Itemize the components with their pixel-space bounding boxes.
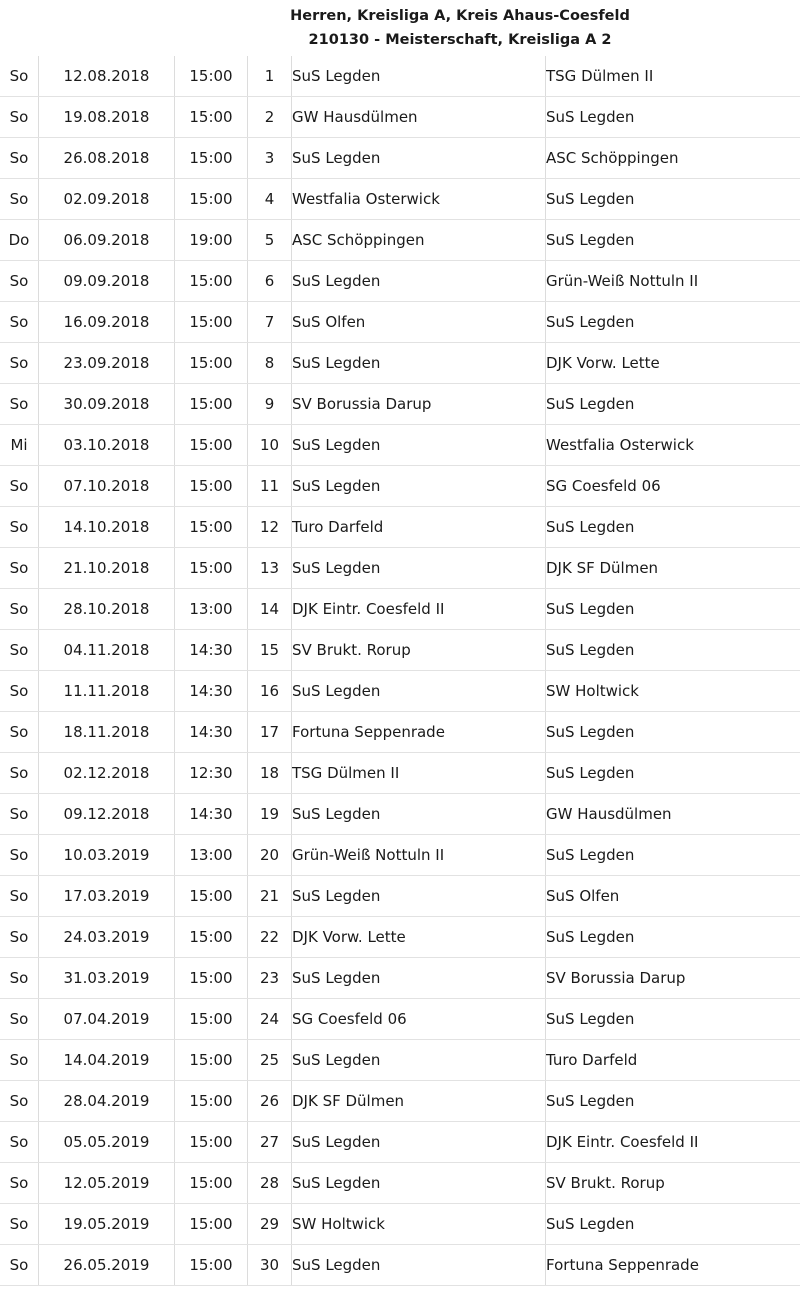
match-row	[0, 1040, 800, 1081]
away-team: Turo Darfeld	[546, 1040, 800, 1081]
away-team: SuS Legden	[546, 630, 800, 671]
home-team: SuS Legden	[292, 548, 546, 589]
home-team: SuS Legden	[292, 958, 546, 999]
away-team: SuS Legden	[546, 589, 800, 630]
home-team: SuS Legden	[292, 794, 546, 835]
home-team: SW Holtwick	[292, 1204, 546, 1245]
match-row	[0, 589, 800, 630]
match-date: 31.03.2019	[39, 958, 175, 999]
match-date: 07.04.2019	[39, 999, 175, 1040]
match-row	[0, 261, 800, 302]
match-time: 15:00	[175, 1122, 248, 1163]
away-team: GW Hausdülmen	[546, 794, 800, 835]
match-weekday: So	[0, 1245, 39, 1286]
away-team: SuS Legden	[546, 97, 800, 138]
match-weekday: So	[0, 1040, 39, 1081]
match-number: 17	[248, 712, 292, 753]
away-team: DJK Vorw. Lette	[546, 343, 800, 384]
match-number: 18	[248, 753, 292, 794]
match-time: 15:00	[175, 958, 248, 999]
match-date: 14.10.2018	[39, 507, 175, 548]
match-row	[0, 999, 800, 1040]
match-time: 19:00	[175, 220, 248, 261]
away-team: SuS Legden	[546, 220, 800, 261]
home-team: Fortuna Seppenrade	[292, 712, 546, 753]
home-team: SuS Olfen	[292, 302, 546, 343]
match-date: 21.10.2018	[39, 548, 175, 589]
away-team: SuS Legden	[546, 179, 800, 220]
match-time: 12:30	[175, 753, 248, 794]
home-team: Grün-Weiß Nottuln II	[292, 835, 546, 876]
match-date: 26.08.2018	[39, 138, 175, 179]
match-schedule-body	[0, 56, 800, 1286]
match-weekday: So	[0, 548, 39, 589]
match-weekday: So	[0, 507, 39, 548]
match-time: 14:30	[175, 794, 248, 835]
away-team: SG Coesfeld 06	[546, 466, 800, 507]
match-time: 15:00	[175, 302, 248, 343]
match-date: 16.09.2018	[39, 302, 175, 343]
match-row	[0, 97, 800, 138]
match-weekday: So	[0, 466, 39, 507]
match-number: 25	[248, 1040, 292, 1081]
match-number: 6	[248, 261, 292, 302]
match-date: 26.05.2019	[39, 1245, 175, 1286]
match-row	[0, 876, 800, 917]
match-row	[0, 220, 800, 261]
away-team: SuS Legden	[546, 753, 800, 794]
match-weekday: So	[0, 1081, 39, 1122]
home-team: SuS Legden	[292, 876, 546, 917]
match-time: 15:00	[175, 425, 248, 466]
home-team: DJK Eintr. Coesfeld II	[292, 589, 546, 630]
competition-title: 210130 - Meisterschaft, Kreisliga A 2	[308, 32, 612, 48]
match-time: 15:00	[175, 548, 248, 589]
match-time: 15:00	[175, 466, 248, 507]
match-row	[0, 384, 800, 425]
match-weekday: So	[0, 589, 39, 630]
match-row	[0, 1245, 800, 1286]
match-row	[0, 138, 800, 179]
match-weekday: So	[0, 138, 39, 179]
match-date: 02.12.2018	[39, 753, 175, 794]
home-team: DJK Vorw. Lette	[292, 917, 546, 958]
home-team: ASC Schöppingen	[292, 220, 546, 261]
match-number: 5	[248, 220, 292, 261]
away-team: DJK SF Dülmen	[546, 548, 800, 589]
match-weekday: So	[0, 56, 39, 97]
match-number: 27	[248, 1122, 292, 1163]
away-team: Grün-Weiß Nottuln II	[546, 261, 800, 302]
match-number: 24	[248, 999, 292, 1040]
match-number: 3	[248, 138, 292, 179]
match-time: 15:00	[175, 343, 248, 384]
match-row	[0, 302, 800, 343]
match-row	[0, 56, 800, 97]
match-number: 23	[248, 958, 292, 999]
away-team: Fortuna Seppenrade	[546, 1245, 800, 1286]
home-team: SuS Legden	[292, 1163, 546, 1204]
away-team: TSG Dülmen II	[546, 56, 800, 97]
match-date: 09.09.2018	[39, 261, 175, 302]
match-number: 29	[248, 1204, 292, 1245]
match-weekday: So	[0, 712, 39, 753]
match-time: 15:00	[175, 56, 248, 97]
away-team: SW Holtwick	[546, 671, 800, 712]
match-date: 05.05.2019	[39, 1122, 175, 1163]
match-row	[0, 958, 800, 999]
away-team: SV Brukt. Rorup	[546, 1163, 800, 1204]
match-date: 23.09.2018	[39, 343, 175, 384]
match-row	[0, 835, 800, 876]
match-number: 16	[248, 671, 292, 712]
match-number: 26	[248, 1081, 292, 1122]
match-weekday: Do	[0, 220, 39, 261]
match-date: 14.04.2019	[39, 1040, 175, 1081]
match-number: 28	[248, 1163, 292, 1204]
match-number: 15	[248, 630, 292, 671]
match-row	[0, 671, 800, 712]
match-row	[0, 630, 800, 671]
match-number: 22	[248, 917, 292, 958]
away-team: SuS Legden	[546, 384, 800, 425]
match-number: 30	[248, 1245, 292, 1286]
home-team: SuS Legden	[292, 425, 546, 466]
match-weekday: So	[0, 1204, 39, 1245]
match-date: 02.09.2018	[39, 179, 175, 220]
match-number: 11	[248, 466, 292, 507]
match-weekday: So	[0, 630, 39, 671]
home-team: SuS Legden	[292, 1122, 546, 1163]
away-team: SuS Legden	[546, 302, 800, 343]
match-date: 07.10.2018	[39, 466, 175, 507]
home-team: TSG Dülmen II	[292, 753, 546, 794]
match-weekday: So	[0, 958, 39, 999]
match-time: 13:00	[175, 835, 248, 876]
match-time: 15:00	[175, 1081, 248, 1122]
away-team: SuS Legden	[546, 1204, 800, 1245]
match-time: 15:00	[175, 999, 248, 1040]
home-team: SV Brukt. Rorup	[292, 630, 546, 671]
match-date: 28.04.2019	[39, 1081, 175, 1122]
match-row	[0, 917, 800, 958]
away-team: DJK Eintr. Coesfeld II	[546, 1122, 800, 1163]
match-date: 19.08.2018	[39, 97, 175, 138]
match-number: 19	[248, 794, 292, 835]
match-number: 7	[248, 302, 292, 343]
match-schedule-table	[0, 56, 800, 1286]
home-team: SuS Legden	[292, 56, 546, 97]
home-team: SuS Legden	[292, 343, 546, 384]
match-time: 15:00	[175, 1163, 248, 1204]
home-team: SuS Legden	[292, 138, 546, 179]
match-weekday: So	[0, 671, 39, 712]
match-row	[0, 1122, 800, 1163]
match-number: 2	[248, 97, 292, 138]
match-row	[0, 179, 800, 220]
match-time: 15:00	[175, 97, 248, 138]
home-team: SuS Legden	[292, 1040, 546, 1081]
match-time: 15:00	[175, 1245, 248, 1286]
away-team: SV Borussia Darup	[546, 958, 800, 999]
match-date: 10.03.2019	[39, 835, 175, 876]
match-number: 10	[248, 425, 292, 466]
match-date: 12.05.2019	[39, 1163, 175, 1204]
match-time: 15:00	[175, 1204, 248, 1245]
match-date: 04.11.2018	[39, 630, 175, 671]
match-time: 13:00	[175, 589, 248, 630]
match-time: 14:30	[175, 671, 248, 712]
away-team: SuS Legden	[546, 1081, 800, 1122]
match-row	[0, 343, 800, 384]
match-number: 4	[248, 179, 292, 220]
match-date: 11.11.2018	[39, 671, 175, 712]
match-weekday: So	[0, 876, 39, 917]
match-number: 13	[248, 548, 292, 589]
match-weekday: So	[0, 343, 39, 384]
match-time: 15:00	[175, 1040, 248, 1081]
away-team: ASC Schöppingen	[546, 138, 800, 179]
match-row	[0, 794, 800, 835]
match-row	[0, 1204, 800, 1245]
away-team: SuS Legden	[546, 999, 800, 1040]
match-row	[0, 425, 800, 466]
home-team: SuS Legden	[292, 466, 546, 507]
match-weekday: So	[0, 97, 39, 138]
match-number: 9	[248, 384, 292, 425]
match-time: 15:00	[175, 384, 248, 425]
match-date: 19.05.2019	[39, 1204, 175, 1245]
match-date: 12.08.2018	[39, 56, 175, 97]
home-team: DJK SF Dülmen	[292, 1081, 546, 1122]
match-date: 30.09.2018	[39, 384, 175, 425]
match-row	[0, 466, 800, 507]
match-weekday: So	[0, 753, 39, 794]
match-weekday: So	[0, 302, 39, 343]
league-title: Herren, Kreisliga A, Kreis Ahaus-Coesfeld	[290, 8, 630, 24]
match-date: 09.12.2018	[39, 794, 175, 835]
home-team: SuS Legden	[292, 261, 546, 302]
match-number: 14	[248, 589, 292, 630]
home-team: SG Coesfeld 06	[292, 999, 546, 1040]
match-number: 21	[248, 876, 292, 917]
match-time: 15:00	[175, 876, 248, 917]
match-row	[0, 1081, 800, 1122]
away-team: SuS Legden	[546, 507, 800, 548]
match-row	[0, 1163, 800, 1204]
match-date: 28.10.2018	[39, 589, 175, 630]
home-team: SV Borussia Darup	[292, 384, 546, 425]
away-team: SuS Legden	[546, 835, 800, 876]
match-time: 15:00	[175, 138, 248, 179]
match-date: 17.03.2019	[39, 876, 175, 917]
match-row	[0, 507, 800, 548]
match-number: 1	[248, 56, 292, 97]
match-date: 03.10.2018	[39, 425, 175, 466]
home-team: Westfalia Osterwick	[292, 179, 546, 220]
match-time: 14:30	[175, 630, 248, 671]
match-number: 20	[248, 835, 292, 876]
match-time: 15:00	[175, 261, 248, 302]
match-date: 24.03.2019	[39, 917, 175, 958]
match-number: 8	[248, 343, 292, 384]
match-weekday: So	[0, 794, 39, 835]
match-weekday: So	[0, 261, 39, 302]
away-team: Westfalia Osterwick	[546, 425, 800, 466]
match-row	[0, 712, 800, 753]
away-team: SuS Legden	[546, 712, 800, 753]
match-time: 14:30	[175, 712, 248, 753]
match-weekday: So	[0, 1163, 39, 1204]
away-team: SuS Olfen	[546, 876, 800, 917]
match-date: 18.11.2018	[39, 712, 175, 753]
home-team: Turo Darfeld	[292, 507, 546, 548]
home-team: SuS Legden	[292, 1245, 546, 1286]
match-time: 15:00	[175, 917, 248, 958]
match-weekday: So	[0, 999, 39, 1040]
away-team: SuS Legden	[546, 917, 800, 958]
match-time: 15:00	[175, 179, 248, 220]
match-number: 12	[248, 507, 292, 548]
match-time: 15:00	[175, 507, 248, 548]
match-weekday: So	[0, 917, 39, 958]
home-team: SuS Legden	[292, 671, 546, 712]
match-weekday: So	[0, 179, 39, 220]
match-weekday: So	[0, 835, 39, 876]
match-weekday: Mi	[0, 425, 39, 466]
match-row	[0, 753, 800, 794]
home-team: GW Hausdülmen	[292, 97, 546, 138]
schedule-header	[0, 0, 800, 56]
match-weekday: So	[0, 1122, 39, 1163]
match-row	[0, 548, 800, 589]
match-weekday: So	[0, 384, 39, 425]
match-date: 06.09.2018	[39, 220, 175, 261]
